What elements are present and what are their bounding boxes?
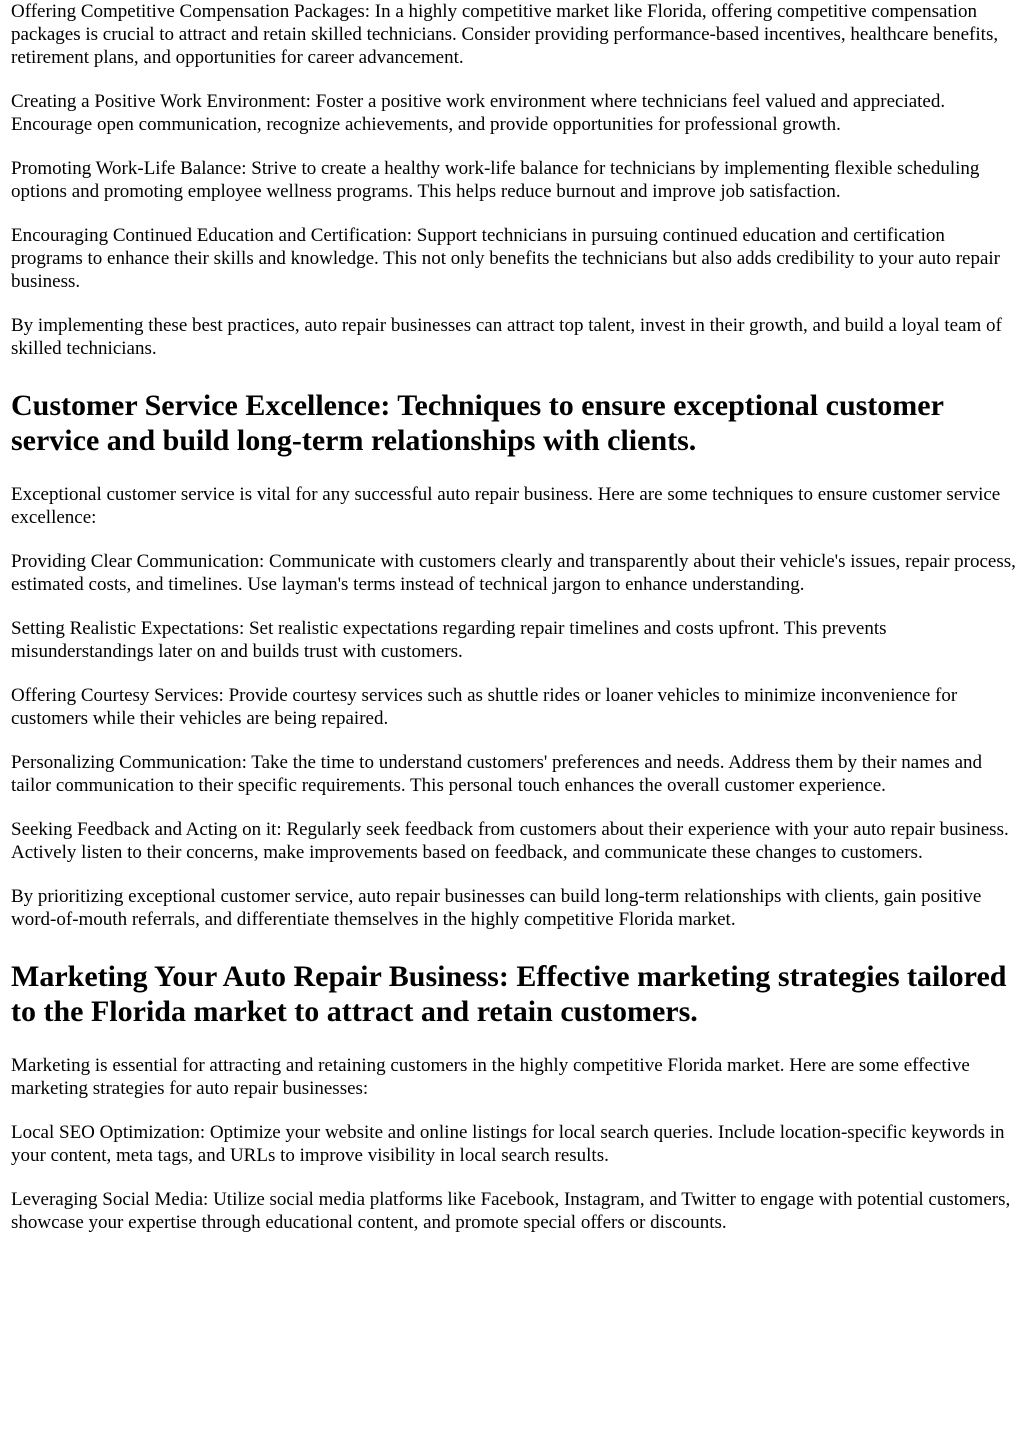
paragraph-local-seo: Local SEO Optimization: Optimize your website and online listings for local search queries. Include location-specific keywords in your content, meta tags, and URLs to improve visibility in local search results. [11, 1122, 1005, 1166]
heading-customer-service: Customer Service Excellence: Techniques to ensure exceptional customer service and build long-term relationships with clients. [11, 389, 944, 457]
paragraph-work-environment: Creating a Positive Work Environment: Foster a positive work environment where technicians feel valued and appreciated. Encourage open communication, recognize achievements, and provide opportunities for professional growth. [11, 91, 946, 135]
paragraph-clear-communication: Providing Clear Communication: Communicate with customers clearly and transparently about their vehicle's issues, repair process, estimated costs, and timelines. Use layman's terms instead of technical jargon to enhance understanding. [11, 551, 1016, 595]
paragraph-customer-service-summary: By prioritizing exceptional customer service, auto repair businesses can build long-term relationships with clients, gain positive word-of-mouth referrals, and differentiate themselves in the highly competitive Florida market. [11, 886, 982, 930]
heading-marketing: Marketing Your Auto Repair Business: Effective marketing strategies tailored to the Florida market to attract and retain customers. [11, 960, 1007, 1028]
paragraph-continued-education: Encouraging Continued Education and Certification: Support technicians in pursuing continued education and certification programs to enhance their skills and knowledge. This not only benefits the technicians but also adds credibility to your auto repair business. [11, 225, 1000, 292]
paragraph-courtesy-services: Offering Courtesy Services: Provide courtesy services such as shuttle rides or loaner vehicles to minimize inconvenience for customers while their vehicles are being repaired. [11, 685, 958, 729]
paragraph-personalizing-communication: Personalizing Communication: Take the time to understand customers' preferences and needs. Address them by their names and tailor communication to their specific requirements. This personal touch enhances the overall customer experience. [11, 752, 983, 796]
paragraph-customer-service-intro: Exceptional customer service is vital for any successful auto repair business. Here are some techniques to ensure customer service excellence: [11, 484, 1001, 528]
paragraph-work-life-balance: Promoting Work-Life Balance: Strive to create a healthy work-life balance for technicians by implementing flexible scheduling options and promoting employee wellness programs. This helps reduce burnout and improve job satisfaction. [11, 158, 980, 202]
paragraph-compensation: Offering Competitive Compensation Packages: In a highly competitive market like Florida, offering competitive compensation packages is crucial to attract and retain skilled technicians. Consider providing performance-based incentives, healthcare benefits, retirement plans, and opportunities for career advancement. [11, 1, 999, 68]
paragraph-best-practices-summary: By implementing these best practices, auto repair businesses can attract top talent, invest in their growth, and build a loyal team of skilled technicians. [11, 315, 1002, 359]
paragraph-marketing-intro: Marketing is essential for attracting and retaining customers in the highly competitive Florida market. Here are some effective marketing strategies for auto repair businesses: [11, 1055, 970, 1099]
paragraph-realistic-expectations: Setting Realistic Expectations: Set realistic expectations regarding repair timelines and costs upfront. This prevents misunderstandings later on and builds trust with customers. [11, 618, 887, 662]
paragraph-seeking-feedback: Seeking Feedback and Acting on it: Regularly seek feedback from customers about their experience with your auto repair business. Actively listen to their concerns, make improvements based on feedback, and communicate these changes to customers. [11, 819, 1009, 863]
paragraph-social-media: Leveraging Social Media: Utilize social media platforms like Facebook, Instagram, and Twitter to engage with potential customers, showcase your expertise through educational content, and promote special offers or discounts. [11, 1189, 1011, 1233]
